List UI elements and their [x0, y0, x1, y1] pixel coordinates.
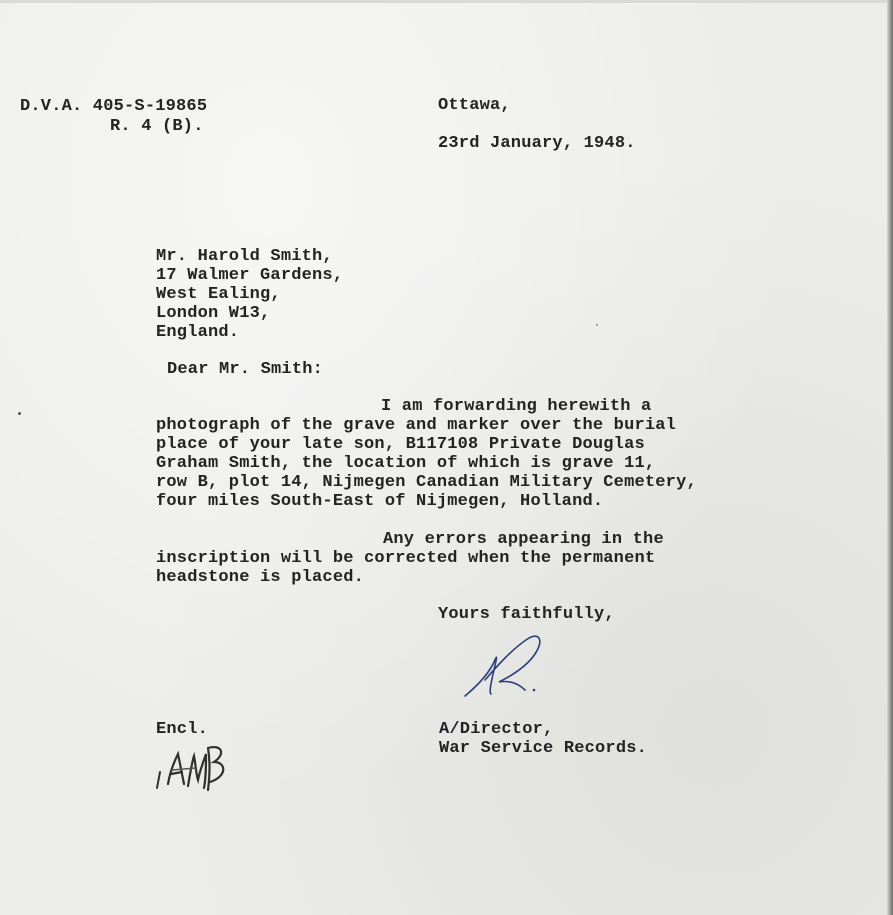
paragraph-line: place of your late son, B117108 Private Douglas — [156, 435, 645, 454]
letter-date: 23rd January, 1948. — [438, 134, 636, 153]
paragraph-line: four miles South-East of Nijmegen, Holland. — [156, 492, 604, 511]
enclosure-note: Encl. — [156, 720, 209, 739]
paragraph-line: Any errors appearing in the — [383, 530, 664, 549]
page-right-edge — [887, 0, 893, 915]
salutation: Dear Mr. Smith: — [167, 360, 324, 379]
page-top-edge — [0, 0, 893, 3]
paragraph-line: headstone is placed. — [156, 568, 365, 587]
signatory-title: A/Director, — [439, 720, 554, 739]
paper-speck — [18, 412, 21, 415]
paragraph-line: row B, plot 14, Nijmegen Canadian Military Cemetery, — [156, 473, 697, 492]
closing: Yours faithfully, — [438, 605, 615, 624]
addressee-line: 17 Walmer Gardens, — [156, 266, 344, 285]
addressee-line: London W13, — [156, 304, 271, 323]
paragraph-line: I am forwarding herewith a — [381, 397, 652, 416]
paragraph-line: inscription will be corrected when the permanent — [156, 549, 656, 568]
signatory-department: War Service Records. — [439, 739, 648, 758]
addressee-line: England. — [156, 323, 240, 342]
addressee-line: Mr. Harold Smith, — [156, 247, 333, 266]
reference-line-2: R. 4 (B). — [110, 117, 204, 136]
paragraph-line: photograph of the grave and marker over the burial — [156, 416, 677, 435]
signature — [455, 630, 555, 705]
handwritten-initials — [152, 740, 234, 796]
reference-line-1: D.V.A. 405-S-19865 — [20, 97, 208, 116]
addressee-line: West Ealing, — [156, 285, 281, 304]
paper-speck — [596, 324, 598, 326]
paragraph-line: Graham Smith, the location of which is grave 11, — [156, 454, 656, 473]
place: Ottawa, — [438, 96, 511, 115]
